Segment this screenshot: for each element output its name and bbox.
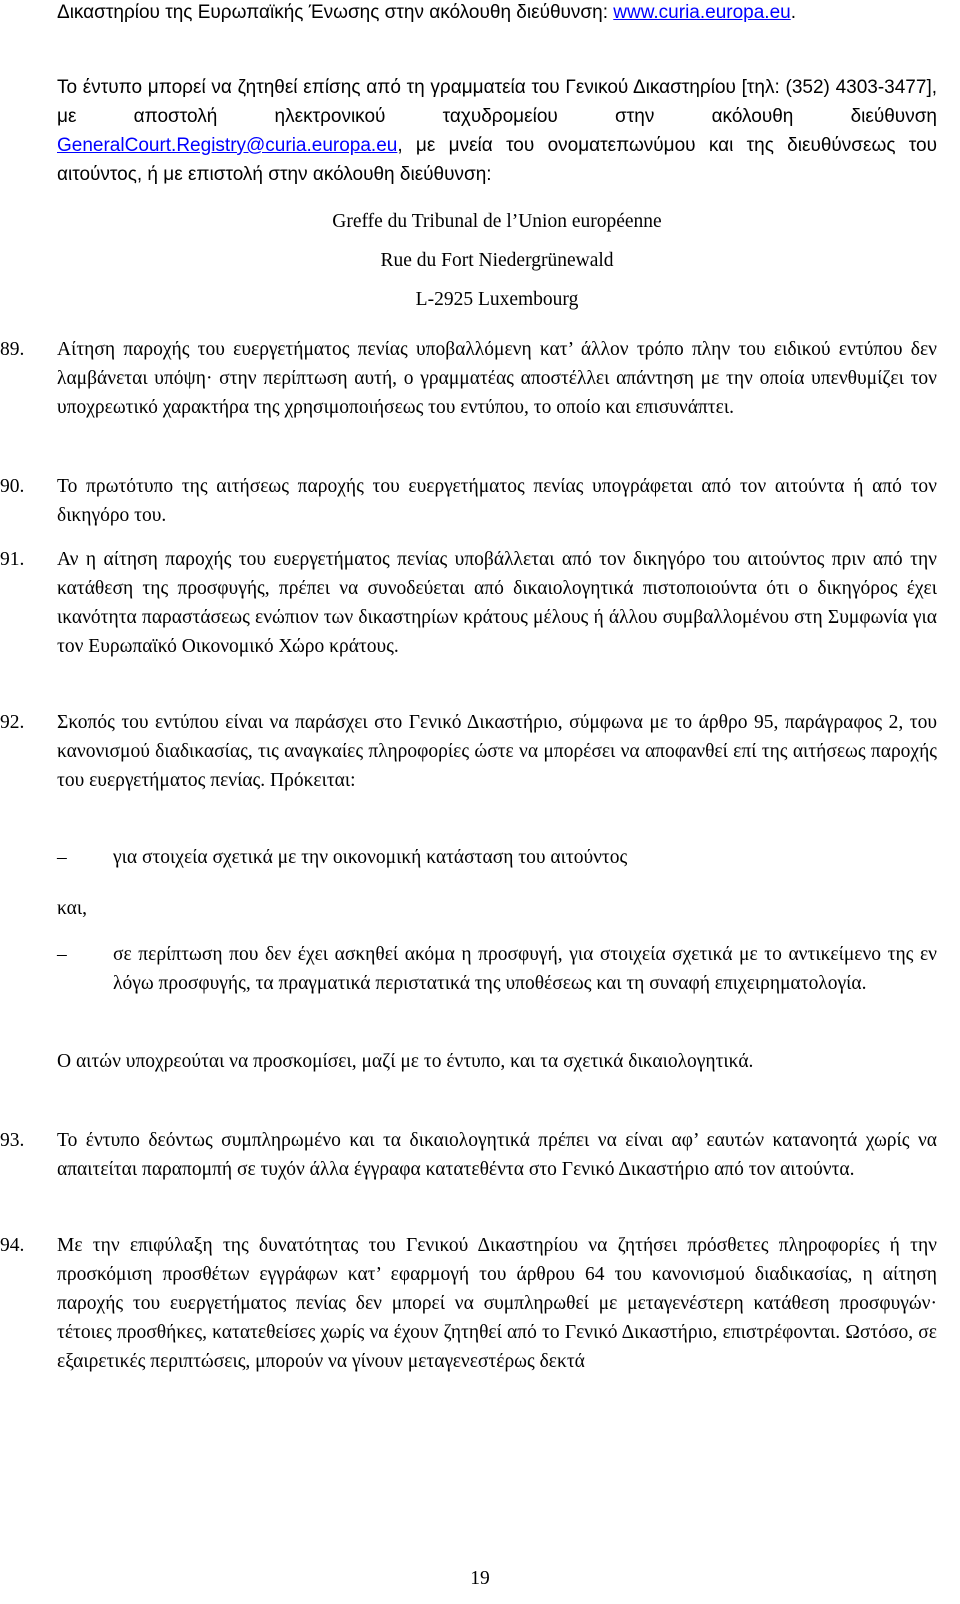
paragraph-94-text: Με την επιφύλαξη της δυνατότητας του Γενικού Δικαστηρίου να ζητήσει πρόσθετες πληροφορίες ή την προσκόμιση προσθέτων εγγράφων κατ’ εφαρμογή του άρθρου 64 του κανονισμού διαδικασίας, η αίτηση παροχής του ευεργετήματος πενίας δεν μπορεί να συμπληρωθεί με μεταγενέστερη κατάθεση προσφυγών· τέτοιες προσθήκες, κατατεθείσες χωρίς να έχουν ζητηθεί από το Γενικό Δικαστήριο, επιστρέφονται. Ωστόσο, σε εξαιρετικές περιπτώσεις, μπορούν να γίνουν μεταγενεστέρως δεκτά — [57, 1235, 937, 1372]
paragraph-89-text: Αίτηση παροχής του ευεργετήματος πενίας υποβαλλόμενη κατ’ άλλον τρόπο πλην του ειδικού εντύπου δεν λαμβάνεται υπόψη· στην περίπτωση αυτή, ο γραμματέας αποστέλλει απάντηση με την οποία υπενθυμίζει τον υποχρεωτικό χαρακτήρα της χρησιμοποιήσεως του εντύπου, το οποίο και επισυνάπτει. — [57, 339, 937, 418]
request-form-tail: , με μνεία του ονοματεπωνύμου και της διευθύνσεως του αιτούντος, ή με επιστολή στην ακόλουθη διεύθυνση: — [57, 135, 937, 185]
page-number: 19 — [470, 1568, 490, 1589]
paragraph-number-91: 91. — [0, 549, 25, 570]
intro-paragraph — [57, 0, 937, 27]
address-line-3: L-2925 Luxembourg — [415, 289, 579, 310]
paragraph-91-text: Αν η αίτηση παροχής του ευεργετήματος πενίας υποβάλλεται από τον δικηγόρο του αιτούντος πριν από την κατάθεση της προσφυγής, πρέπει να συνοδεύεται από δικαιολογητικά πιστοποιούντα ότι ο δικηγόρος έχει ικανότητα παραστάσεως ενώπιον των δικαστηρίων κράτους μέλους ή άλλου συμβαλλομένου στη Συμφωνία για τον Ευρωπαϊκό Οικονομικό Χώρο κράτους. — [57, 549, 937, 657]
paragraph-number-90: 90. — [0, 476, 25, 497]
list-connector: και, — [57, 898, 87, 919]
paragraph-number-89: 89. — [0, 339, 25, 360]
registry-email-link[interactable]: GeneralCourt.Registry@curia.europa.eu — [57, 135, 398, 156]
paragraph-90-text: Το πρωτότυπο της αιτήσεως παροχής του ευεργετήματος πενίας υπογράφεται από τον αιτούντα ή από τον δικηγόρο του. — [57, 476, 937, 526]
paragraph-92-closing: Ο αιτών υποχρεούται να προσκομίσει, μαζί με το έντυπο, και τα σχετικά δικαιολογητικά. — [57, 1051, 754, 1072]
list-item-action-subject: σε περίπτωση που δεν έχει ασκηθεί ακόμα η προσφυγή, για στοιχεία σχετικά με το αντικείμενο της εν λόγω προσφυγής, τα πραγματικά περιστατικά της υποθέσεως και τη συναφή επιχειρηματολογία. — [113, 944, 937, 994]
paragraph-92-text: Σκοπός του εντύπου είναι να παράσχει στο Γενικό Δικαστήριο, σύμφωνα με το άρθρο 95, παράγραφος 2, του κανονισμού διαδικασίας, τις αναγκαίες πληροφορίες ώστε να μπορέσει να αποφανθεί επί της αιτήσεως παροχής του ευεργετήματος πενίας. Πρόκειται: — [57, 712, 937, 791]
curia-website-link[interactable]: www.curia.europa.eu — [613, 2, 791, 23]
address-line-2: Rue du Fort Niedergrünewald — [380, 250, 614, 271]
address-line-1: Greffe du Tribunal de l’Union européenne — [332, 211, 662, 232]
list-dash-2: – — [57, 944, 67, 965]
paragraph-number-92: 92. — [0, 712, 25, 733]
intro-link-tail: . — [790, 2, 796, 23]
request-form-lead: Το έντυπο μπορεί να ζητηθεί επίσης από τη γραμματεία του Γενικού Δικαστηρίου [τηλ: (352) 4303-3477], με αποστολή ηλεκτρονικού ταχυδρομείου στην ακόλουθη διεύθυνση — [57, 77, 937, 127]
list-dash-1: – — [57, 847, 67, 868]
intro-line-lead: Δικαστηρίου της Ευρωπαϊκής Ένωσης στην ακόλουθη διεύθυνση: — [57, 2, 608, 23]
paragraph-number-93: 93. — [0, 1130, 25, 1151]
request-form-paragraph — [57, 73, 937, 189]
list-item-financial-situation: για στοιχεία σχετικά με την οικονομική κατάσταση του αιτούντος — [113, 847, 628, 868]
paragraph-number-94: 94. — [0, 1235, 25, 1256]
paragraph-93-text: Το έντυπο δεόντως συμπληρωμένο και τα δικαιολογητικά πρέπει να είναι αφ’ εαυτών κατανοητά χωρίς να απαιτείται παραπομπή σε τυχόν άλλα έγγραφα κατατεθέντα στο Γενικό Δικαστήριο από τον αιτούντα. — [57, 1130, 937, 1180]
